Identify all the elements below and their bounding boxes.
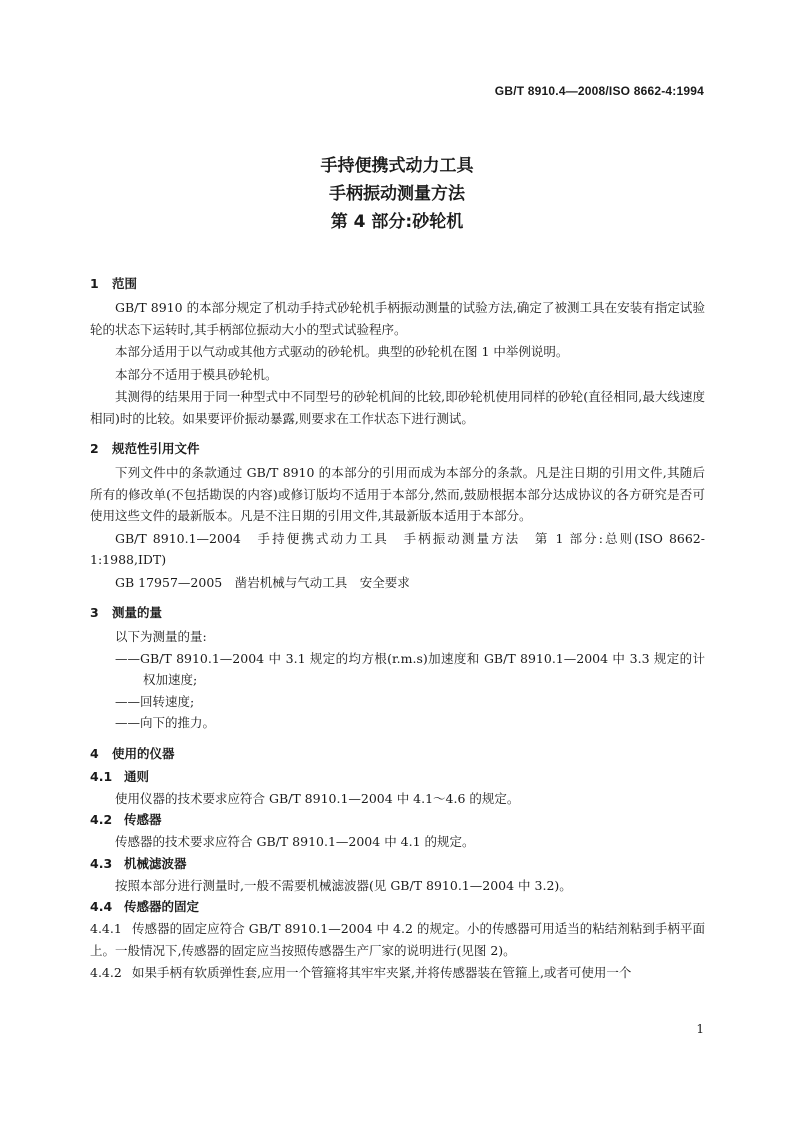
paragraph: 其测得的结果用于同一种型式中不同型号的砂轮机间的比较,即砂轮机使用同样的砂轮(直径相同,最大线速度相同)时的比较。如果要评价振动暴露,则要求在工作状态下进行测试。 xyxy=(90,389,705,426)
title-line-3: 第 4 部分:砂轮机 xyxy=(330,212,464,232)
title-line-2: 手柄振动测量方法 xyxy=(329,184,465,204)
section-3-heading xyxy=(90,601,705,625)
section-2-heading xyxy=(90,437,705,461)
subsection-title: 传感器 xyxy=(124,812,162,827)
reference-entry: GB 17957—2005 凿岩机械与气动工具 安全要求 xyxy=(115,574,410,590)
subsection-number: 4.3 xyxy=(90,855,113,871)
paragraph: 以下为测量的量: xyxy=(115,629,207,644)
reference-entry: GB/T 8910.1—2004 手持便携式动力工具 手柄振动测量方法 第 1 部分:总则(ISO 8662-1:1988,IDT) xyxy=(90,530,705,567)
clause-number: 4.4.2 xyxy=(90,965,122,980)
clause-number: 4.4.1 xyxy=(90,921,122,936)
paragraph: 本部分不适用于模具砂轮机。 xyxy=(115,366,278,382)
subsection-title: 传感器的固定 xyxy=(124,899,200,914)
subsection-title: 机械滤波器 xyxy=(124,855,187,871)
clause-4-4-1 xyxy=(90,918,705,961)
section-number: 3 xyxy=(90,605,99,620)
paragraph: GB/T 8910 的本部分规定了机动手持式砂轮机手柄振动测量的试验方法,确定了被测工具在安装有指定试验轮的状态下运转时,其手柄部位振动大小的型式试验程序。 xyxy=(90,300,705,337)
subsection-number: 4.1 xyxy=(90,768,113,784)
list-item: ——GB/T 8910.1—2004 中 3.1 规定的均方根(r.m.s)加速度和 GB/T 8910.1—2004 中 3.3 规定的计权加速度; xyxy=(115,650,705,687)
section-4-heading xyxy=(90,742,705,766)
subsection-number: 4.4 xyxy=(90,899,113,914)
section-1-heading xyxy=(90,272,705,296)
document-title xyxy=(0,152,794,236)
page-number: 1 xyxy=(696,1022,704,1036)
paragraph: 下列文件中的条款通过 GB/T 8910 的本部分的引用而成为本部分的条款。凡是注日期的引用文件,其随后所有的修改单(不包括勘误的内容)或修订版均不适用于本部分,然而,鼓励根据本部分达成协议的各方研究是否可使用这些文件的最新版本。凡是不注日期的引用文件,其最新版本适用于本部分。 xyxy=(90,465,705,523)
section-title: 规范性引用文件 xyxy=(112,441,200,456)
section-number: 1 xyxy=(90,276,99,291)
subsection-4-2-heading xyxy=(90,809,705,830)
subsection-number: 4.2 xyxy=(90,812,113,827)
section-title: 测量的量 xyxy=(112,605,163,620)
clause-text: 传感器的固定应符合 GB/T 8910.1—2004 中 4.2 的规定。小的传感器可用适当的粘结剂粘到手柄平面上。一般情况下,传感器的固定应当按照传感器生产厂家的说明进行(见图 2)。 xyxy=(90,921,705,958)
document-body xyxy=(90,272,705,984)
clause-text: 如果手柄有软质弹性套,应用一个管箍将其牢牢夹紧,并将传感器装在管箍上,或者可使用一个 xyxy=(132,965,632,980)
paragraph: 按照本部分进行测量时,一般不需要机械滤波器(见 GB/T 8910.1—2004 中 3.2)。 xyxy=(115,877,572,893)
subsection-4-4-heading xyxy=(90,896,705,917)
paragraph: 本部分适用于以气动或其他方式驱动的砂轮机。典型的砂轮机在图 1 中举例说明。 xyxy=(115,344,569,359)
standard-code-header: GB/T 8910.4—2008/ISO 8662-4:1994 xyxy=(494,84,704,98)
clause-4-4-2 xyxy=(90,962,705,984)
section-number: 2 xyxy=(90,441,99,456)
paragraph: 传感器的技术要求应符合 GB/T 8910.1—2004 中 4.1 的规定。 xyxy=(115,834,475,849)
title-line-1: 手持便携式动力工具 xyxy=(320,156,474,176)
list-item: ——回转速度; xyxy=(115,693,195,709)
section-number: 4 xyxy=(90,745,99,761)
paragraph: 使用仪器的技术要求应符合 GB/T 8910.1—2004 中 4.1～4.6 的规定。 xyxy=(115,790,520,806)
list-item: ——向下的推力。 xyxy=(115,715,216,730)
section-title: 使用的仪器 xyxy=(112,745,175,761)
subsection-title: 通则 xyxy=(124,768,150,784)
section-title: 范围 xyxy=(112,276,138,291)
subsection-4-1-heading xyxy=(90,766,705,787)
subsection-4-3-heading xyxy=(90,853,705,874)
